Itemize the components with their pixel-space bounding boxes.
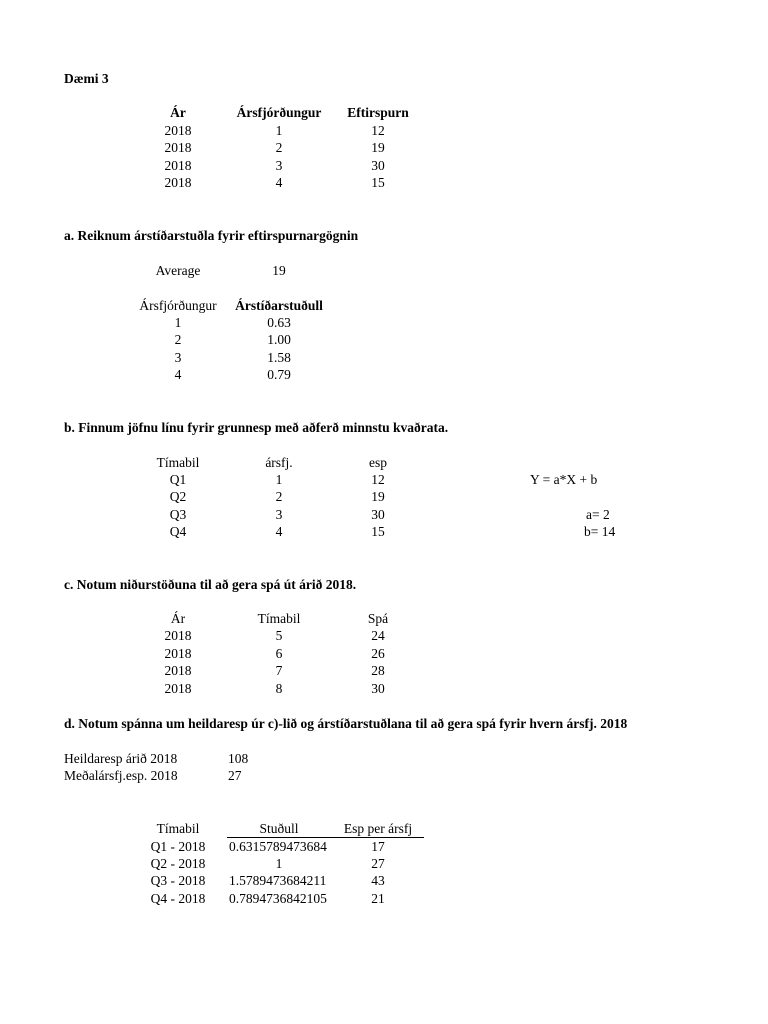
table-cell: 0.79: [267, 367, 291, 382]
table-header: Ár: [170, 105, 186, 120]
table-cell: 1: [275, 856, 283, 871]
table-cell: Q2: [169, 489, 187, 504]
table-cell: 19: [371, 140, 385, 155]
table-cell: 1: [275, 472, 283, 487]
document-title: Dæmi 3: [64, 71, 109, 86]
table-cell: 43: [371, 873, 385, 888]
table-cell: Q3 - 2018: [150, 873, 206, 888]
table-cell: 2018: [164, 681, 192, 696]
table-cell: 0.7894736842105: [229, 891, 327, 906]
table-header: Tímabil: [257, 611, 301, 626]
table-cell: 17: [371, 839, 385, 854]
table-cell: 27: [371, 856, 385, 871]
total-demand-value: 108: [228, 751, 249, 766]
section-c-heading: c. Notum niðurstöðuna til að gera spá út árið 2018.: [64, 577, 357, 592]
table-cell: 2: [174, 332, 182, 347]
table-cell: 5: [275, 628, 283, 643]
table-header: Esp per ársfj: [343, 821, 413, 836]
table-header: esp: [369, 455, 387, 470]
table-cell: Q4: [169, 524, 187, 539]
table-cell: 30: [371, 158, 385, 173]
table-cell: 4: [174, 367, 182, 382]
table-header: Ár: [170, 611, 186, 626]
table-cell: 12: [371, 123, 385, 138]
table-cell: 21: [371, 891, 385, 906]
table-cell: 4: [275, 175, 283, 190]
table-cell: 2018: [164, 140, 192, 155]
section-a-heading: a. Reiknum árstíðarstuðla fyrir eftirspurnargögnin: [64, 228, 359, 243]
table-cell: Q1: [169, 472, 187, 487]
table-cell: 1.58: [267, 350, 291, 365]
table-cell: 3: [275, 507, 283, 522]
table-cell: Q2 - 2018: [150, 856, 206, 871]
table-cell: 2018: [164, 158, 192, 173]
table-cell: 2: [275, 140, 283, 155]
regression-equation: Y = a*X + b: [530, 472, 598, 487]
table-cell: 2: [275, 489, 283, 504]
table-cell: 3: [275, 158, 283, 173]
table-cell: 1: [174, 315, 182, 330]
table-cell: 2018: [164, 646, 192, 661]
table-header: Tímabil: [156, 455, 200, 470]
table-cell: 2018: [164, 628, 192, 643]
table-cell: 2018: [164, 175, 192, 190]
table-cell: 2018: [164, 123, 192, 138]
table-header: Ársfjórðungur: [236, 105, 322, 120]
table-cell: 2018: [164, 663, 192, 678]
table-cell: 26: [371, 646, 385, 661]
table-cell: 15: [371, 524, 385, 539]
table-cell: 15: [371, 175, 385, 190]
average-label: Average: [155, 263, 201, 278]
table-cell: 8: [275, 681, 283, 696]
table-cell: 30: [371, 507, 385, 522]
table-header: Eftirspurn: [347, 105, 409, 120]
mean-quarter-value: 27: [228, 768, 242, 783]
table-cell: 30: [371, 681, 385, 696]
table-header: Ársfjórðungur: [139, 298, 217, 313]
table-cell: 1.5789473684211: [229, 873, 327, 888]
coefficient-b: b= 14: [584, 524, 616, 539]
section-b-heading: b. Finnum jöfnu línu fyrir grunnesp með aðferð minnstu kvaðrata.: [64, 420, 449, 435]
mean-quarter-label: Meðalársfj.esp. 2018: [64, 768, 178, 783]
table-cell: 12: [371, 472, 385, 487]
table-header: Árstíðarstuðull: [235, 298, 323, 313]
table-header: Stuðull: [259, 821, 299, 836]
section-d-heading: d. Notum spánna um heildaresp úr c)-lið og árstíðarstuðlana til að gera spá fyrir hvern ársfj. 2018: [64, 716, 628, 731]
table-cell: 28: [371, 663, 385, 678]
table-cell: 1: [275, 123, 283, 138]
average-value: 19: [272, 263, 286, 278]
table-cell: 0.63: [267, 315, 291, 330]
table-cell: 0.6315789473684: [229, 839, 327, 854]
table-header: Tímabil: [156, 821, 200, 836]
table-cell: Q3: [169, 507, 187, 522]
total-demand-label: Heildaresp árið 2018: [64, 751, 178, 766]
table-cell: Q1 - 2018: [150, 839, 206, 854]
table-header: ársfj.: [265, 455, 293, 470]
table-cell: 1.00: [267, 332, 291, 347]
table-cell: 4: [275, 524, 283, 539]
table-header: Spá: [367, 611, 389, 626]
table-cell: 6: [275, 646, 283, 661]
table-cell: 24: [371, 628, 385, 643]
table-cell: Q4 - 2018: [150, 891, 206, 906]
table-cell: 3: [174, 350, 182, 365]
table-cell: 7: [275, 663, 283, 678]
table-cell: 19: [371, 489, 385, 504]
coefficient-a: a= 2: [586, 507, 610, 522]
